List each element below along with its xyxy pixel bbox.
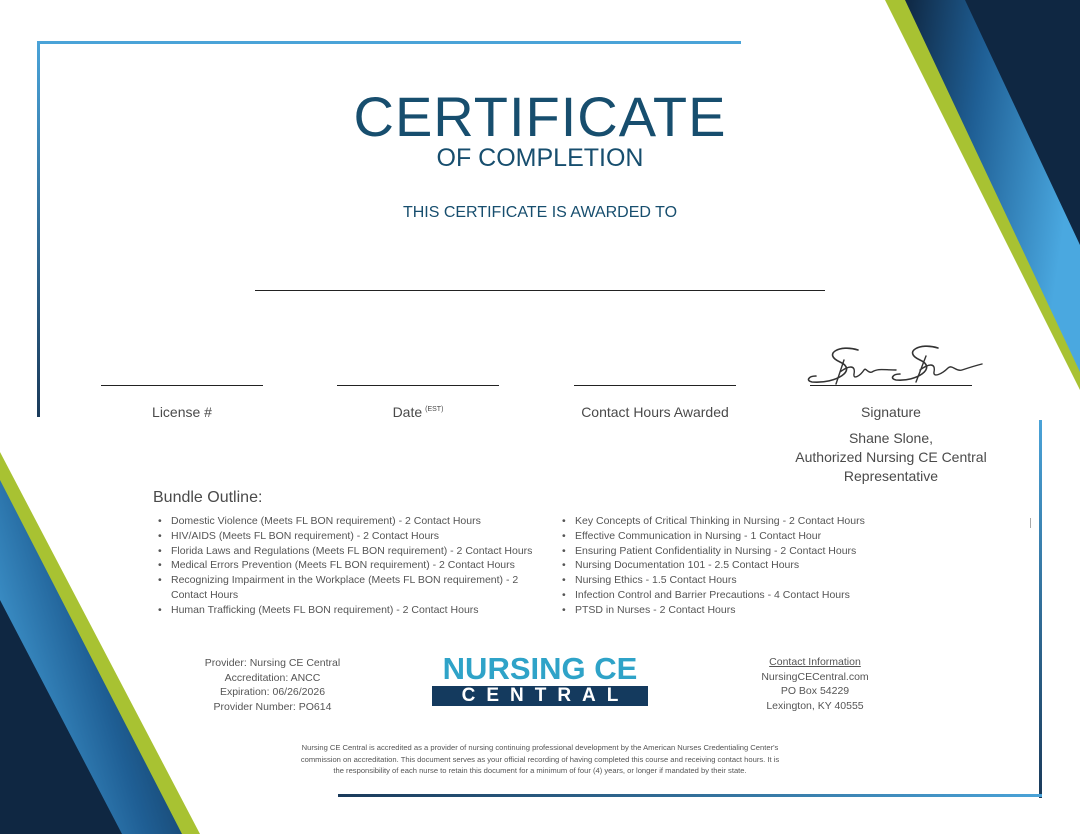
list-item: • Recognizing Impairment in the Workplace (Meets FL BON requirement) - 2 Contact Hours bbox=[154, 573, 531, 603]
contact-website: NursingCECentral.com bbox=[761, 670, 869, 683]
list-item: • Nursing Documentation 101 - 2.5 Contact Hours bbox=[558, 558, 918, 573]
signature-label: Signature bbox=[861, 404, 921, 420]
contact-block bbox=[740, 655, 890, 713]
list-item: • Nursing Ethics - 1.5 Contact Hours bbox=[558, 573, 918, 588]
certificate-subtitle: OF COMPLETION bbox=[436, 144, 644, 172]
contact-city: Lexington, KY 40555 bbox=[766, 699, 864, 712]
date-label bbox=[328, 404, 508, 420]
date-timezone-note: (EST) bbox=[425, 406, 444, 413]
list-item: • HIV/AIDS (Meets FL BON requirement) - 2 Contact Hours bbox=[154, 529, 554, 544]
list-item: • Human Trafficking (Meets FL BON requirement) - 2 Contact Hours bbox=[154, 603, 554, 618]
list-item: • Key Concepts of Critical Thinking in Nursing - 2 Contact Hours bbox=[558, 514, 918, 529]
license-line bbox=[101, 385, 263, 386]
provider-name: Provider: Nursing CE Central bbox=[204, 657, 341, 669]
logo-text-top: NURSING CE bbox=[442, 651, 638, 686]
date-line bbox=[337, 385, 499, 386]
recipient-name-line bbox=[255, 290, 825, 291]
footer-line: commission on accreditation. This document serves as your official recording of having completed this course and receiving contact hours. It is bbox=[300, 754, 780, 764]
logo-text-bottom: CENTRAL bbox=[461, 685, 630, 706]
handwritten-signature bbox=[800, 340, 985, 388]
contact-hours-line bbox=[574, 385, 736, 386]
signer-role: Authorized Nursing CE Central bbox=[795, 449, 987, 465]
list-item: • Ensuring Patient Confidentiality in Nursing - 2 Contact Hours bbox=[558, 544, 918, 559]
contact-po-box: PO Box 54229 bbox=[780, 685, 850, 698]
frame-line-top bbox=[38, 41, 741, 44]
nursing-ce-central-logo bbox=[432, 651, 648, 708]
frame-line-right bbox=[1039, 420, 1042, 798]
bundle-outline-title: Bundle Outline: bbox=[153, 489, 263, 506]
signer-role-cont: Representative bbox=[843, 468, 939, 484]
list-item: • Domestic Violence (Meets FL BON requirement) - 2 Contact Hours bbox=[154, 514, 554, 529]
signer-block bbox=[791, 429, 991, 486]
certificate-title: CERTIFICATE bbox=[353, 85, 727, 148]
license-label: License # bbox=[152, 404, 212, 420]
list-item: • PTSD in Nurses - 2 Contact Hours bbox=[558, 603, 918, 618]
divider-tick bbox=[1030, 518, 1031, 528]
provider-accreditation: Accreditation: ANCC bbox=[224, 671, 321, 684]
provider-block bbox=[190, 656, 355, 714]
course-list-right bbox=[558, 514, 918, 618]
provider-expiration: Expiration: 06/26/2026 bbox=[219, 686, 326, 699]
frame-line-bottom bbox=[338, 794, 1042, 797]
awarded-to-text: THIS CERTIFICATE IS AWARDED TO bbox=[402, 204, 678, 221]
contact-title: Contact Information bbox=[769, 656, 861, 668]
list-item: • Florida Laws and Regulations (Meets FL BON requirement) - 2 Contact Hours bbox=[154, 544, 554, 559]
contact-hours-label: Contact Hours Awarded bbox=[581, 404, 729, 420]
list-item: • Effective Communication in Nursing - 1 Contact Hour bbox=[558, 529, 918, 544]
accreditation-footer bbox=[255, 742, 825, 777]
provider-number: Provider Number: PO614 bbox=[213, 700, 332, 713]
signer-name: Shane Slone, bbox=[848, 430, 934, 446]
footer-line: Nursing CE Central is accredited as a provider of nursing continuing professional development by the American Nurses Credentialing Center's bbox=[301, 743, 779, 752]
list-item: • Infection Control and Barrier Precautions - 4 Contact Hours bbox=[558, 588, 918, 603]
list-item: • Medical Errors Prevention (Meets FL BON requirement) - 2 Contact Hours bbox=[154, 558, 554, 573]
course-list-left bbox=[154, 514, 554, 618]
date-label-text: Date bbox=[392, 404, 423, 420]
footer-line: the responsibility of each nurse to retain this document for a minimum of four (4) years, or longer if mandated by their state. bbox=[333, 766, 747, 776]
